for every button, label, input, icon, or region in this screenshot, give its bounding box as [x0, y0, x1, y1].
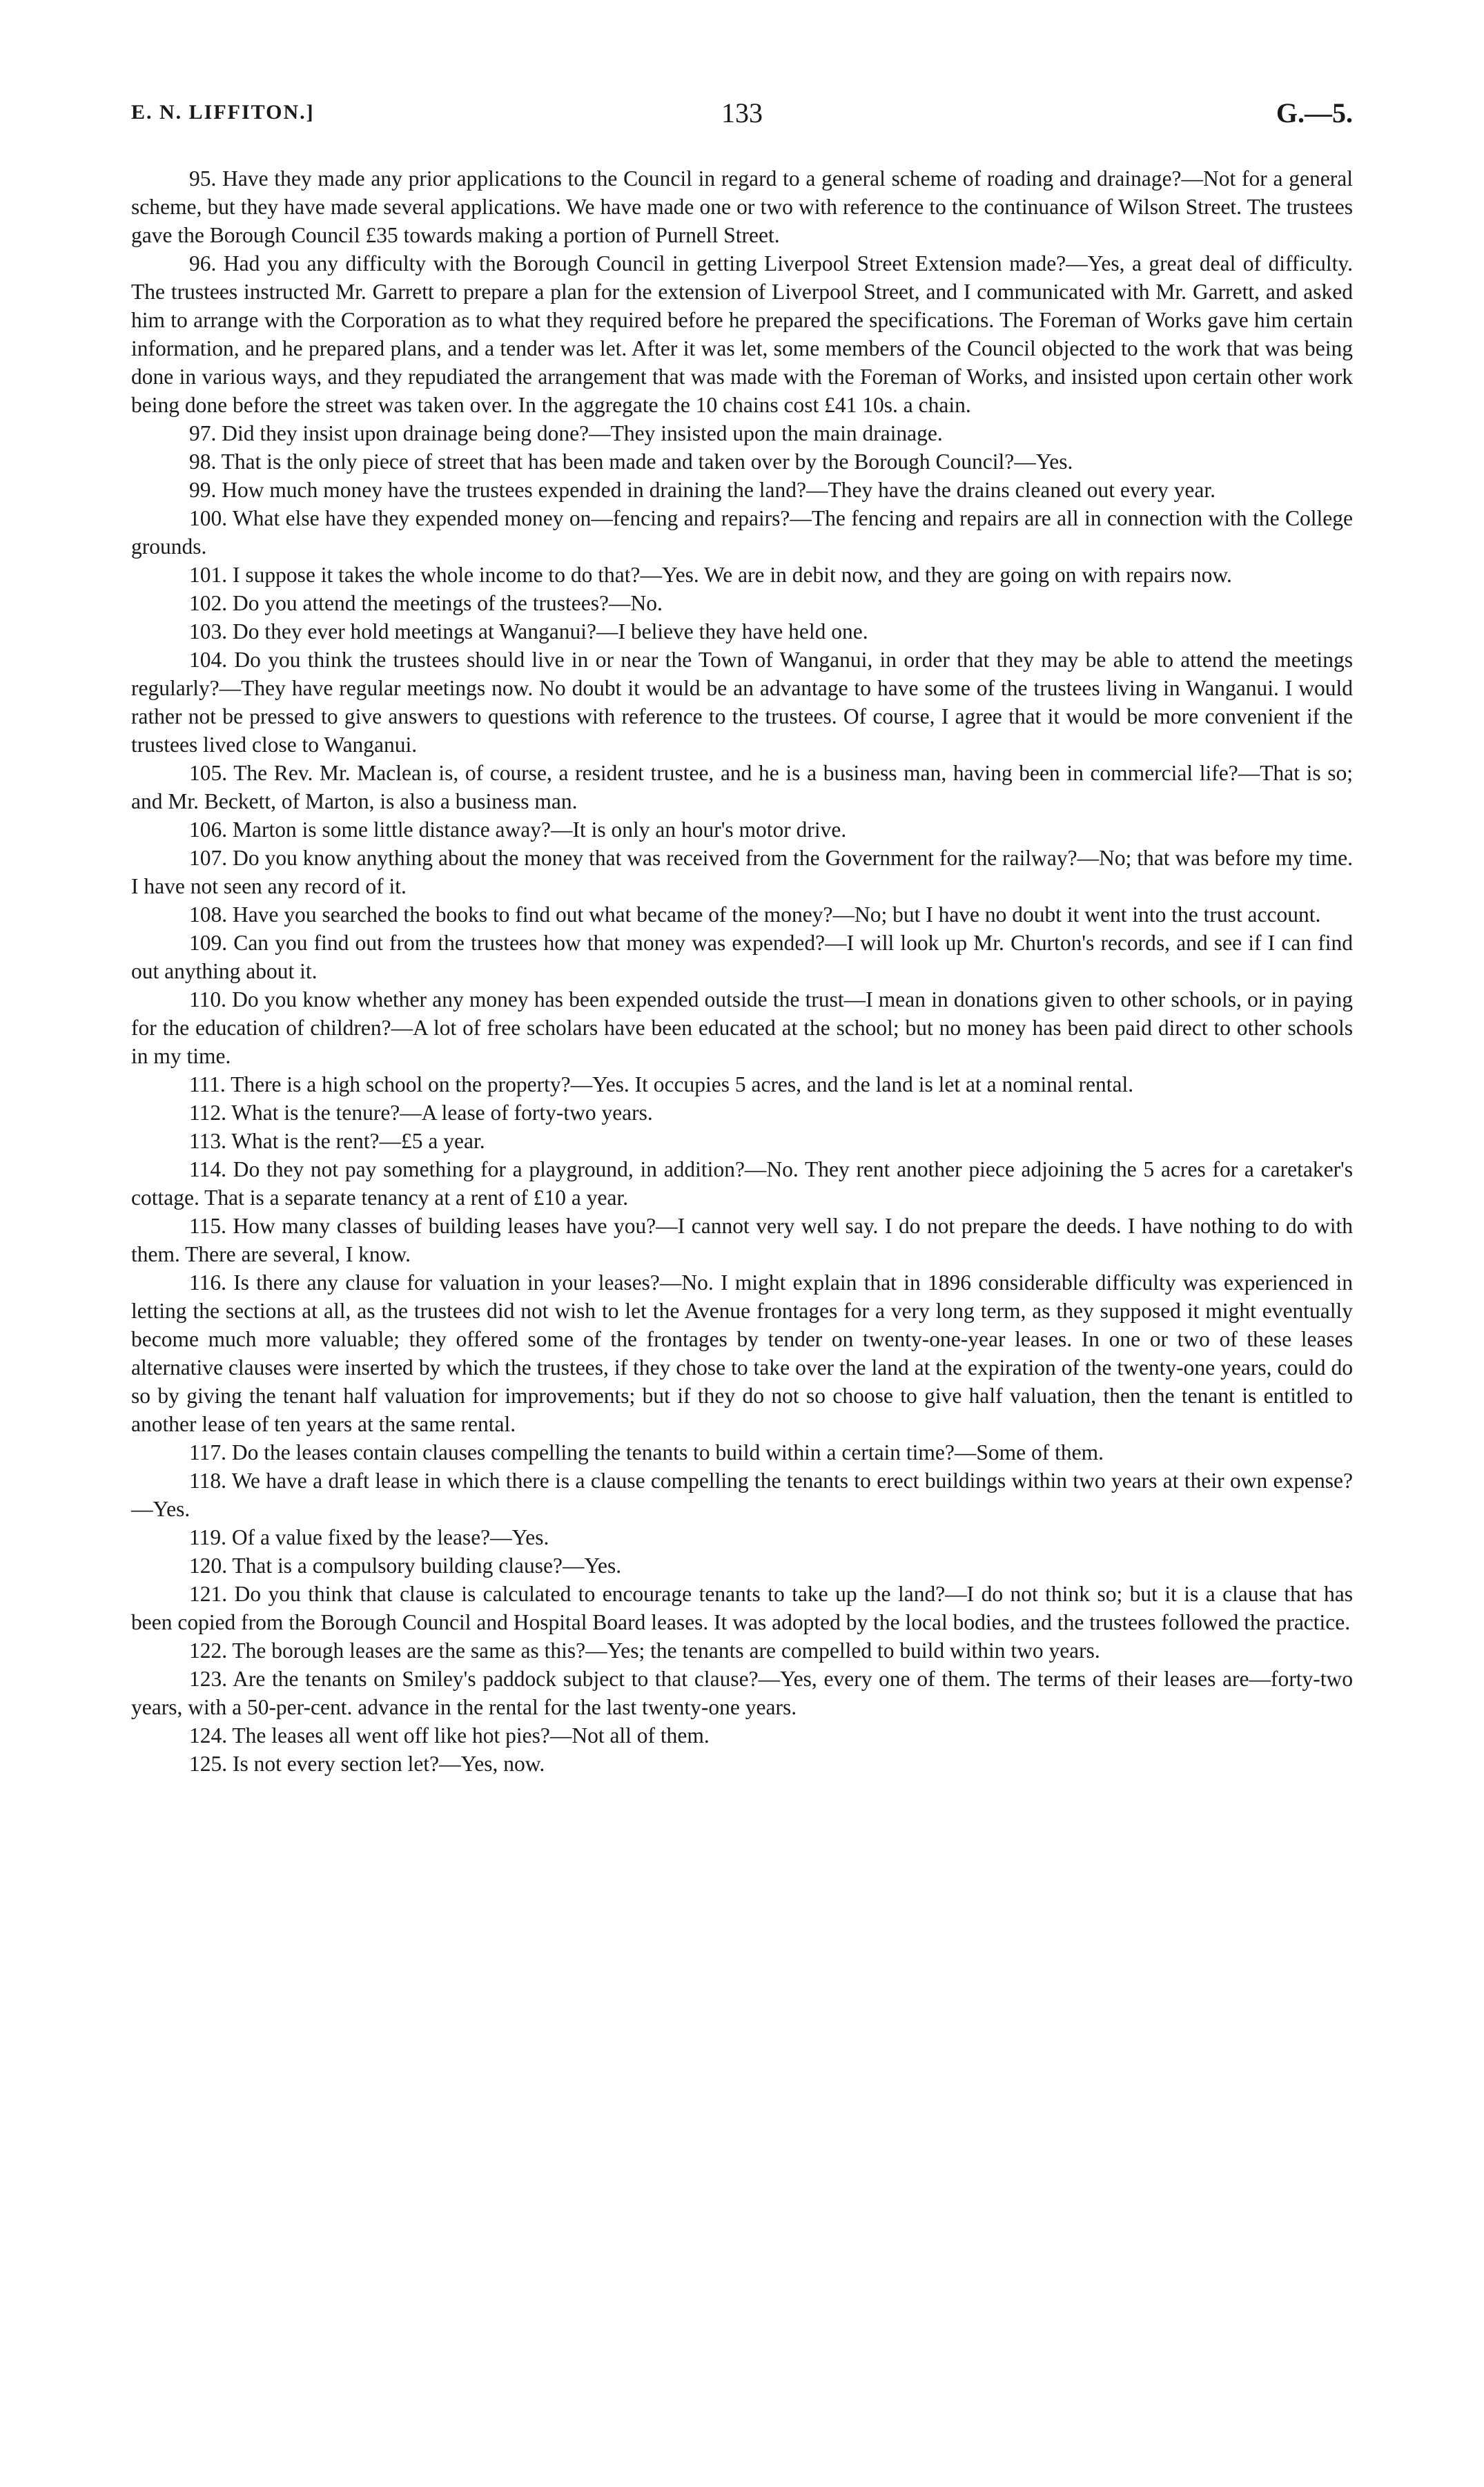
question-95: 95. Have they made any prior applications to the Council in regard to a general scheme of roading and drainage?—Not for a general scheme, but they have made several applications. We have made one or two with reference to the continuance of Wilson Street. The trustees gave the Borough Council £35 towards making a portion of Purnell Street.	[131, 166, 1353, 247]
question-116: 116. Is there any clause for valuation in your leases?—No. I might explain that in 1896 considerable difficulty was experienced in letting the sections at all, as the trustees did not wish to let the Avenue frontages for a very long term, as they supposed it might eventually become much more valuable; they offered some of the frontages by tender on twenty-one-year leases. In one or two of these leases alternative clauses were inserted by which the trustees, if they chose to take over the land at the expiration of the twenty-one years, could do so by giving the tenant half valuation for improvements; but if they do not so choose to give half valuation, then the tenant is entitled to another lease of ten years at the same rental.	[131, 1270, 1353, 1436]
question-97: 97. Did they insist upon drainage being done?—They insisted upon the main drainage.	[189, 421, 943, 445]
question-105: 105. The Rev. Mr. Maclean is, of course, a resident trustee, and he is a business man, having been in commercial life?—That is so; and Mr. Beckett, of Marton, is also a business man.	[131, 761, 1353, 813]
question-110: 110. Do you know whether any money has been expended outside the trust—I mean in donations given to other schools, or in paying for the education of children?—A lot of free scholars have been educated at the school; but no money has been paid direct to other schools in my time.	[131, 987, 1353, 1068]
question-118: 118. We have a draft lease in which there is a clause compelling the tenants to erect buildings within two years at their own expense?—Yes.	[131, 1469, 1353, 1521]
question-114: 114. Do they not pay something for a playground, in addition?—No. They rent another piece adjoining the 5 acres for a caretaker's cottage. That is a separate tenancy at a rent of £10 a year.	[131, 1157, 1353, 1210]
question-117: 117. Do the leases contain clauses compelling the tenants to build within a certain time?—Some of them.	[189, 1440, 1104, 1464]
page-body	[131, 164, 1353, 1778]
question-109: 109. Can you find out from the trustees how that money was expended?—I will look up Mr. Churton's records, and see if I can find out anything about it.	[131, 931, 1353, 983]
question-108: 108. Have you searched the books to find out what became of the money?—No; but I have no doubt it went into the trust account.	[189, 902, 1321, 927]
question-98: 98. That is the only piece of street that has been made and taken over by the Borough Council?—Yes.	[189, 449, 1073, 474]
question-107: 107. Do you know anything about the money that was received from the Government for the railway?—No; that was before my time. I have not seen any record of it.	[131, 846, 1353, 898]
question-125: 125. Is not every section let?—Yes, now.	[189, 1752, 545, 1776]
question-102: 102. Do you attend the meetings of the trustees?—No.	[189, 591, 663, 615]
witness-name: E. N. LIFFITON.]	[131, 101, 315, 124]
question-122: 122. The borough leases are the same as this?—Yes; the tenants are compelled to build within two years.	[189, 1638, 1100, 1663]
question-100: 100. What else have they expended money on—fencing and repairs?—The fencing and repairs are all in connection with the College grounds.	[131, 506, 1353, 559]
question-121: 121. Do you think that clause is calculated to encourage tenants to take up the land?—I do not think so; but it is a clause that has been copied from the Borough Council and Hospital Board leases. It was adopted by the local bodies, and the trustees followed the practice.	[131, 1582, 1353, 1634]
question-106: 106. Marton is some little distance away?—It is only an hour's motor drive.	[189, 817, 847, 842]
question-124: 124. The leases all went off like hot pies?—Not all of them.	[189, 1723, 710, 1748]
question-113: 113. What is the rent?—£5 a year.	[189, 1129, 485, 1153]
question-103: 103. Do they ever hold meetings at Wanganui?—I believe they have held one.	[189, 619, 868, 643]
page-header	[131, 97, 1353, 138]
question-123: 123. Are the tenants on Smiley's paddock subject to that clause?—Yes, every one of them. The terms of their leases are—forty-two years, with a 50-per-cent. advance in the rental for the last twenty-one years.	[131, 1667, 1353, 1719]
question-104: 104. Do you think the trustees should live in or near the Town of Wanganui, in order that they may be able to attend the meetings regularly?—They have regular meetings now. No doubt it would be an advantage to have some of the trustees living in Wanganui. I would rather not be pressed to give answers to questions with reference to the trustees. Of course, I agree that it would be more convenient if the trustees lived close to Wanganui.	[131, 648, 1353, 757]
question-120: 120. That is a compulsory building clause?—Yes.	[189, 1554, 622, 1578]
question-112: 112. What is the tenure?—A lease of forty-two years.	[189, 1101, 653, 1125]
question-111: 111. There is a high school on the property?—Yes. It occupies 5 acres, and the land is let at a nominal rental.	[189, 1072, 1134, 1096]
paper-reference: G.—5.	[1276, 97, 1353, 128]
question-101: 101. I suppose it takes the whole income to do that?—Yes. We are in debit now, and they are going on with repairs now.	[189, 563, 1232, 587]
question-96: 96. Had you any difficulty with the Borough Council in getting Liverpool Street Extension made?—Yes, a great deal of difficulty. The trustees instructed Mr. Garrett to prepare a plan for the extension of Liverpool Street, and I communicated with Mr. Garrett, and asked him to arrange with the Corporation as to what they required before he prepared the specifications. The Foreman of Works gave him certain information, and he prepared plans, and a tender was let. After it was let, some members of the Council objected to the work that was being done in various ways, and they repudiated the arrangement that was made with the Foreman of Works, and insisted upon certain other work being done before the street was taken over. In the aggregate the 10 chains cost £41 10s. a chain.	[131, 251, 1353, 417]
page-number: 133	[721, 97, 763, 128]
question-115: 115. How many classes of building leases have you?—I cannot very well say. I do not prepare the deeds. I have nothing to do with them. There are several, I know.	[131, 1214, 1353, 1266]
question-99: 99. How much money have the trustees expended in draining the land?—They have the drains cleaned out every year.	[189, 478, 1215, 502]
question-119: 119. Of a value fixed by the lease?—Yes.	[189, 1525, 549, 1549]
